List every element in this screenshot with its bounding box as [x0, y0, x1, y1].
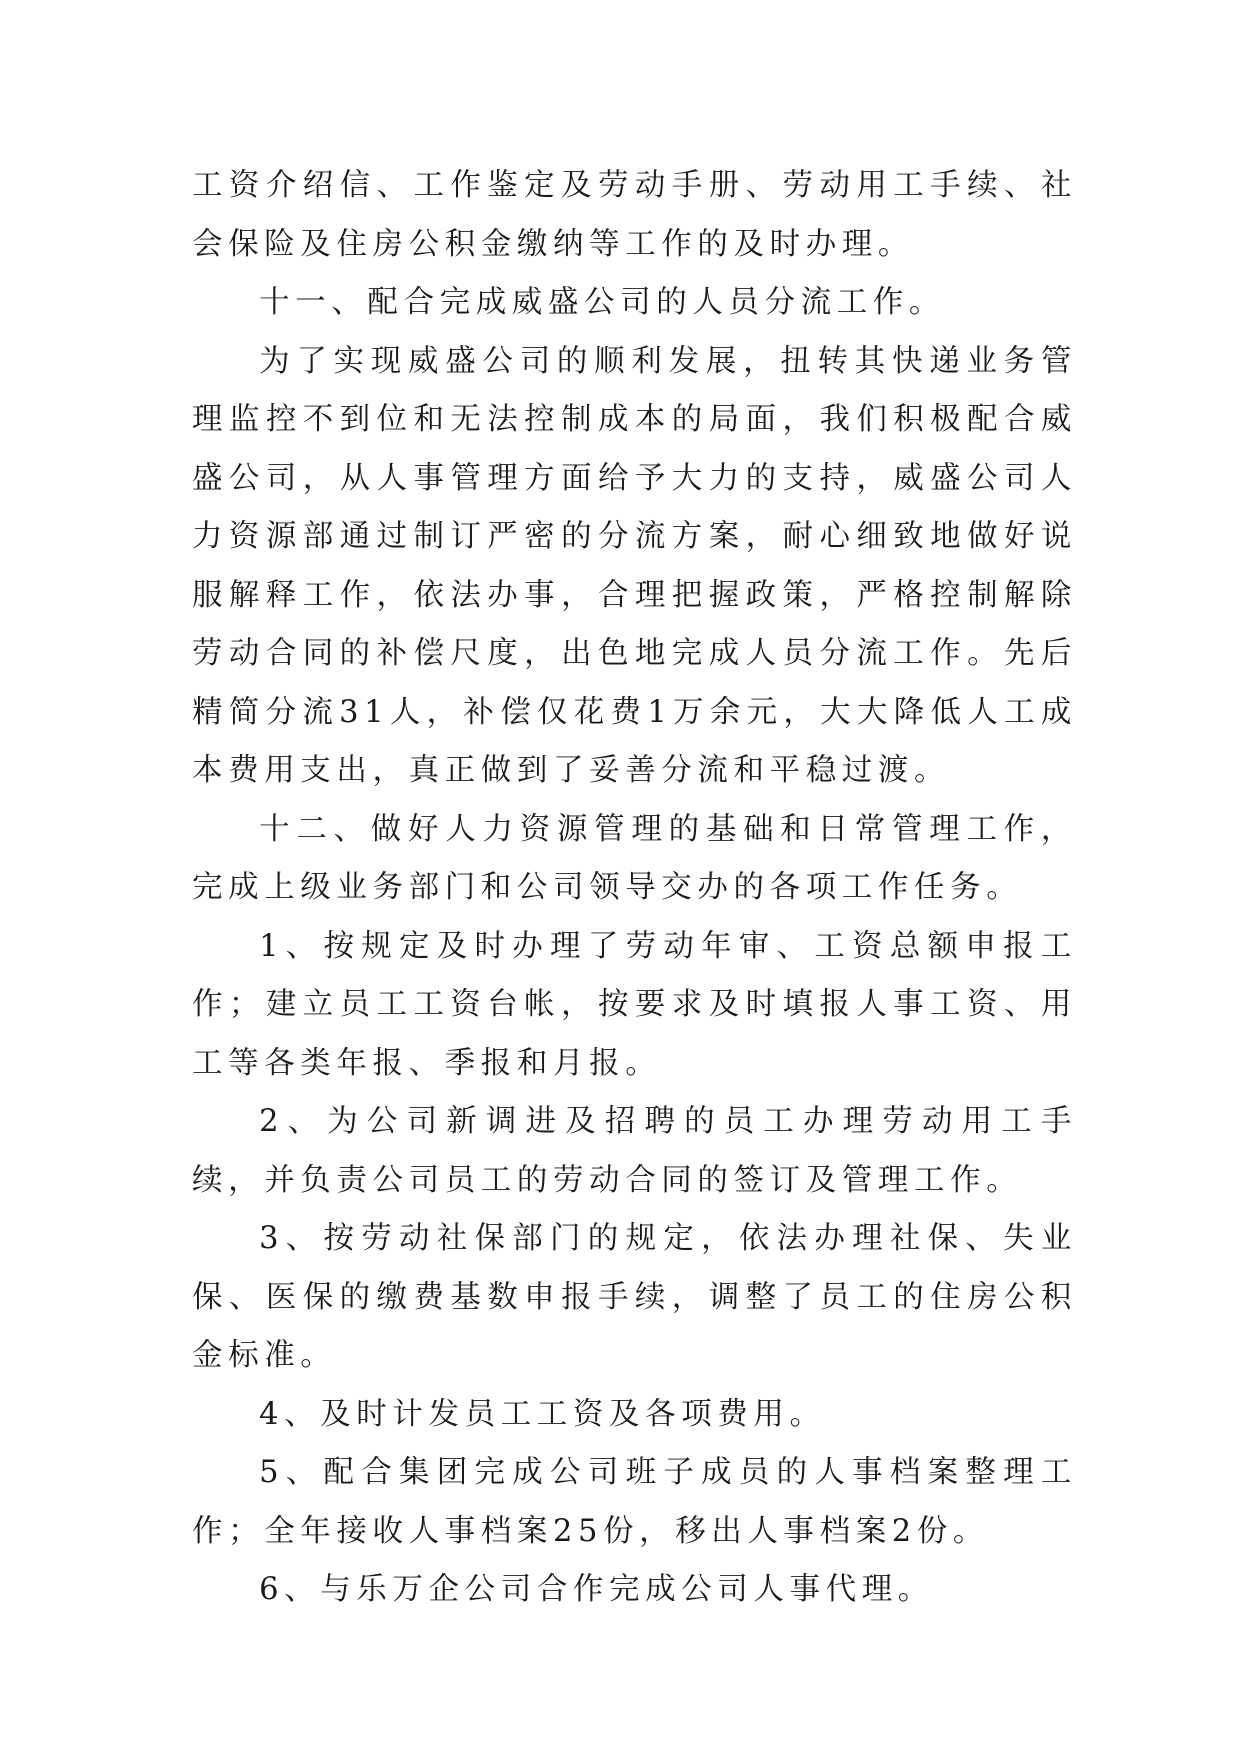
- list-item-3: 3、按劳动社保部门的规定，依法办理社保、失业保、医保的缴费基数申报手续，调整了员工的住房公积金标准。: [192, 1221, 1077, 1373]
- heading-section-eleven: 十一、配合完成威盛公司的人员分流工作。: [259, 285, 945, 320]
- heading-section-twelve: 十二、做好人力资源管理的基础和日常管理工作，完成上级业务部门和公司领导交办的各项工作任务。: [192, 811, 1077, 905]
- list-item-6: 6、与乐万企公司合作完成公司人事代理。: [259, 1572, 934, 1607]
- list-item-2: 2、为公司新调进及招聘的员工办理劳动用工手续，并负责公司员工的劳动合同的签订及管理工作。: [192, 1104, 1077, 1198]
- paragraph-continued-intro: 工资介绍信、工作鉴定及劳动手册、劳动用工手续、社会保险及住房公积金缴纳等工作的及时办理。: [192, 168, 1077, 262]
- list-item-1: 1、按规定及时办理了劳动年审、工资总额申报工作；建立员工工资台帐，按要求及时填报人事工资、用工等各类年报、季报和月报。: [192, 928, 1077, 1081]
- document-body: [192, 157, 1077, 1620]
- list-item-5: 5、配合集团完成公司班子成员的人事档案整理工作；全年接收人事档案25份，移出人事档案2份。: [192, 1455, 1077, 1549]
- paragraph-staff-diversion: 为了实现威盛公司的顺利发展，扭转其快递业务管理监控不到位和无法控制成本的局面，我们积极配合威盛公司，从人事管理方面给予大力的支持，威盛公司人力资源部通过制订严密的分流方案，耐心细致地做好说服解释工作，依法办事，合理把握政策，严格控制解除劳动合同的补偿尺度，出色地完成人员分流工作。先后精简分流31人，补偿仅花费1万余元，大大降低人工成本费用支出，真正做到了妥善分流和平稳过渡。: [192, 343, 1077, 788]
- list-item-4: 4、及时计发员工工资及各项费用。: [259, 1396, 826, 1432]
